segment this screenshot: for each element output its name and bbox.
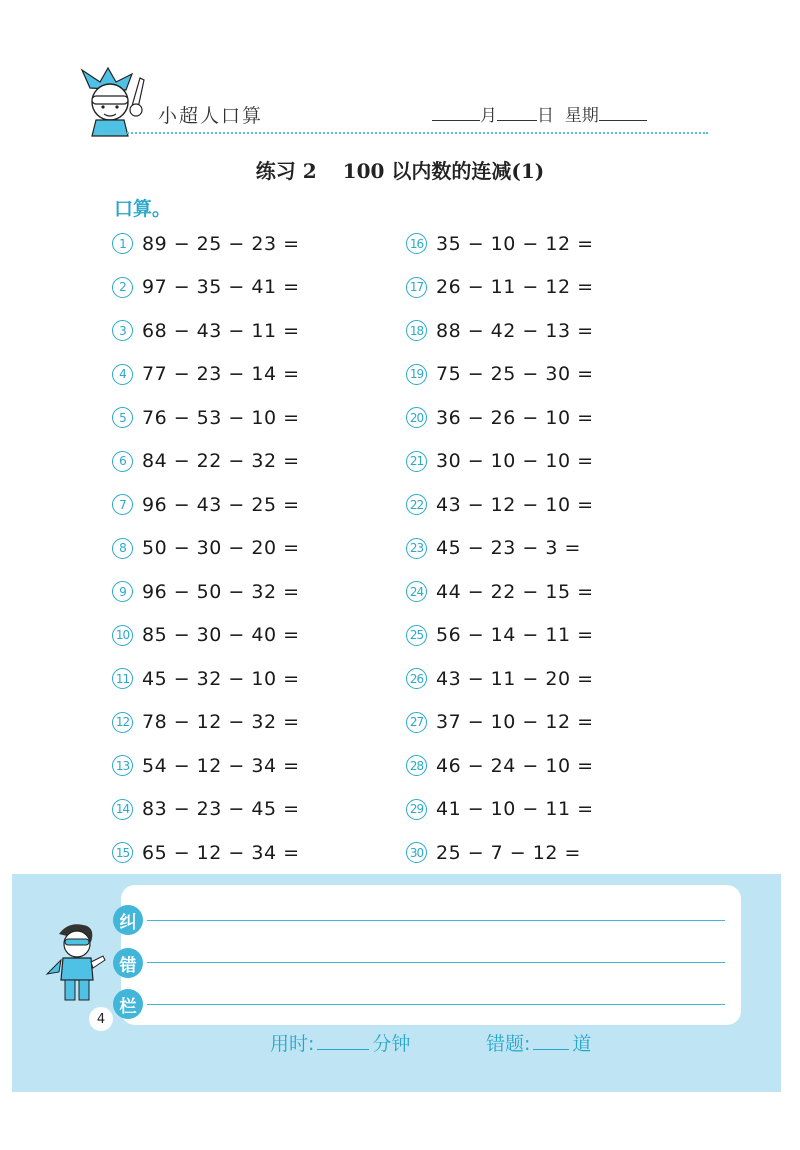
problem-number: 13 <box>112 755 133 776</box>
problem-number: 16 <box>406 233 427 254</box>
correction-char-2: 错 <box>113 948 143 978</box>
problem-item[interactable] <box>406 788 706 832</box>
problem-expression: 36 − 26 − 10 = <box>436 406 594 429</box>
day-blank[interactable] <box>497 107 537 121</box>
problem-expression: 43 − 12 − 10 = <box>436 493 594 516</box>
problem-expression: 68 − 43 − 11 = <box>142 319 300 342</box>
problem-expression: 85 − 30 − 40 = <box>142 624 300 647</box>
problem-item[interactable] <box>406 570 706 614</box>
problem-item[interactable] <box>406 483 706 527</box>
problem-number: 15 <box>112 842 133 863</box>
problem-number: 20 <box>406 407 427 428</box>
problem-item[interactable] <box>406 527 706 571</box>
problem-item[interactable] <box>406 353 706 397</box>
problem-expression: 75 − 25 − 30 = <box>436 363 594 386</box>
problem-item[interactable] <box>406 309 706 353</box>
mascot-top-illustration <box>74 66 158 138</box>
correction-char-1: 纠 <box>113 905 143 935</box>
problem-expression: 89 − 25 − 23 = <box>142 232 300 255</box>
problem-number: 25 <box>406 625 427 646</box>
problem-expression: 77 − 23 − 14 = <box>142 363 300 386</box>
problem-item[interactable] <box>112 396 412 440</box>
problem-item[interactable] <box>112 831 412 875</box>
problem-number: 30 <box>406 842 427 863</box>
problem-number: 23 <box>406 538 427 559</box>
problem-number: 14 <box>112 799 133 820</box>
problem-number: 22 <box>406 494 427 515</box>
problem-item[interactable] <box>406 744 706 788</box>
problem-number: 11 <box>112 668 133 689</box>
problem-number: 21 <box>406 451 427 472</box>
problem-expression: 45 − 32 − 10 = <box>142 667 300 690</box>
problem-item[interactable] <box>112 744 412 788</box>
problem-number: 10 <box>112 625 133 646</box>
page-title <box>0 155 800 184</box>
problem-item[interactable] <box>112 483 412 527</box>
problem-number: 4 <box>112 364 133 385</box>
problem-expression: 78 − 12 − 32 = <box>142 711 300 734</box>
errors-unit: 道 <box>572 1033 592 1055</box>
day-label: 日 <box>537 106 554 126</box>
problem-number: 28 <box>406 755 427 776</box>
problem-number: 9 <box>112 581 133 602</box>
problem-expression: 43 − 11 − 20 = <box>436 667 594 690</box>
correction-char-3: 栏 <box>113 989 143 1019</box>
problem-item[interactable] <box>112 266 412 310</box>
correction-write-line-3[interactable] <box>147 1004 725 1005</box>
header-divider <box>96 132 708 134</box>
problem-item[interactable] <box>406 701 706 745</box>
problem-number: 1 <box>112 233 133 254</box>
section-label: 口算。 <box>114 198 172 220</box>
problem-item[interactable] <box>406 222 706 266</box>
problem-expression: 37 − 10 − 12 = <box>436 711 594 734</box>
problem-number: 6 <box>112 451 133 472</box>
problem-expression: 56 − 14 − 11 = <box>436 624 594 647</box>
problem-expression: 96 − 50 − 32 = <box>142 580 300 603</box>
problem-expression: 26 − 11 − 12 = <box>436 276 594 299</box>
problem-expression: 30 − 10 − 10 = <box>436 450 594 473</box>
correction-write-line-2[interactable] <box>147 962 725 963</box>
problem-expression: 25 − 7 − 12 = <box>436 841 581 864</box>
errors-blank[interactable] <box>533 1034 569 1050</box>
problem-item[interactable] <box>112 570 412 614</box>
problem-item[interactable] <box>112 527 412 571</box>
problem-number: 29 <box>406 799 427 820</box>
problem-number: 18 <box>406 320 427 341</box>
date-line <box>432 101 647 126</box>
correction-panel <box>12 874 781 1092</box>
time-label: 用时: <box>270 1033 315 1055</box>
exercise-topic: 100 以内数的连减(1) <box>342 159 545 183</box>
problem-number: 7 <box>112 494 133 515</box>
problem-number: 24 <box>406 581 427 602</box>
problem-item[interactable] <box>112 309 412 353</box>
exercise-number: 练习 2 <box>255 159 317 183</box>
month-blank[interactable] <box>432 107 480 121</box>
problem-item[interactable] <box>112 657 412 701</box>
problem-number: 8 <box>112 538 133 559</box>
problem-item[interactable] <box>112 222 412 266</box>
error-count <box>486 1029 591 1056</box>
problem-item[interactable] <box>112 614 412 658</box>
problem-expression: 46 − 24 − 10 = <box>436 754 594 777</box>
problem-expression: 65 − 12 − 34 = <box>142 841 300 864</box>
problem-number: 12 <box>112 712 133 733</box>
problem-expression: 88 − 42 − 13 = <box>436 319 594 342</box>
problem-number: 3 <box>112 320 133 341</box>
problem-item[interactable] <box>112 788 412 832</box>
problem-expression: 84 − 22 − 32 = <box>142 450 300 473</box>
problem-number: 27 <box>406 712 427 733</box>
time-used <box>270 1029 410 1056</box>
problem-expression: 41 − 10 − 11 = <box>436 798 594 821</box>
problem-number: 19 <box>406 364 427 385</box>
problem-item[interactable] <box>406 396 706 440</box>
problem-expression: 96 − 43 − 25 = <box>142 493 300 516</box>
page-number: 4 <box>89 1007 113 1031</box>
weekday-blank[interactable] <box>599 107 647 121</box>
time-blank[interactable] <box>317 1034 369 1050</box>
problem-expression: 97 − 35 − 41 = <box>142 276 300 299</box>
problem-item[interactable] <box>112 353 412 397</box>
problem-expression: 35 − 10 − 12 = <box>436 232 594 255</box>
problem-item[interactable] <box>406 440 706 484</box>
problem-expression: 44 − 22 − 15 = <box>436 580 594 603</box>
correction-write-line-1[interactable] <box>147 920 725 921</box>
problem-expression: 45 − 23 − 3 = <box>436 537 581 560</box>
problem-item[interactable] <box>112 440 412 484</box>
month-label: 月 <box>480 106 497 126</box>
problem-expression: 50 − 30 − 20 = <box>142 537 300 560</box>
problem-expression: 54 − 12 − 34 = <box>142 754 300 777</box>
problem-number: 26 <box>406 668 427 689</box>
problems-column-right <box>406 222 706 875</box>
problem-number: 5 <box>112 407 133 428</box>
weekday-label: 星期 <box>564 106 599 126</box>
problem-item[interactable] <box>112 701 412 745</box>
problem-expression: 76 − 53 − 10 = <box>142 406 300 429</box>
problem-expression: 83 − 23 − 45 = <box>142 798 300 821</box>
time-unit: 分钟 <box>372 1033 411 1055</box>
problem-item[interactable] <box>406 614 706 658</box>
errors-label: 错题: <box>486 1033 531 1055</box>
problem-item[interactable] <box>406 266 706 310</box>
problem-item[interactable] <box>406 657 706 701</box>
problems-column-left <box>112 222 412 875</box>
problem-item[interactable] <box>406 831 706 875</box>
problem-number: 17 <box>406 277 427 298</box>
problem-number: 2 <box>112 277 133 298</box>
mascot-bottom-illustration <box>45 916 115 1006</box>
brand-name: 小超人口算 <box>158 105 264 127</box>
